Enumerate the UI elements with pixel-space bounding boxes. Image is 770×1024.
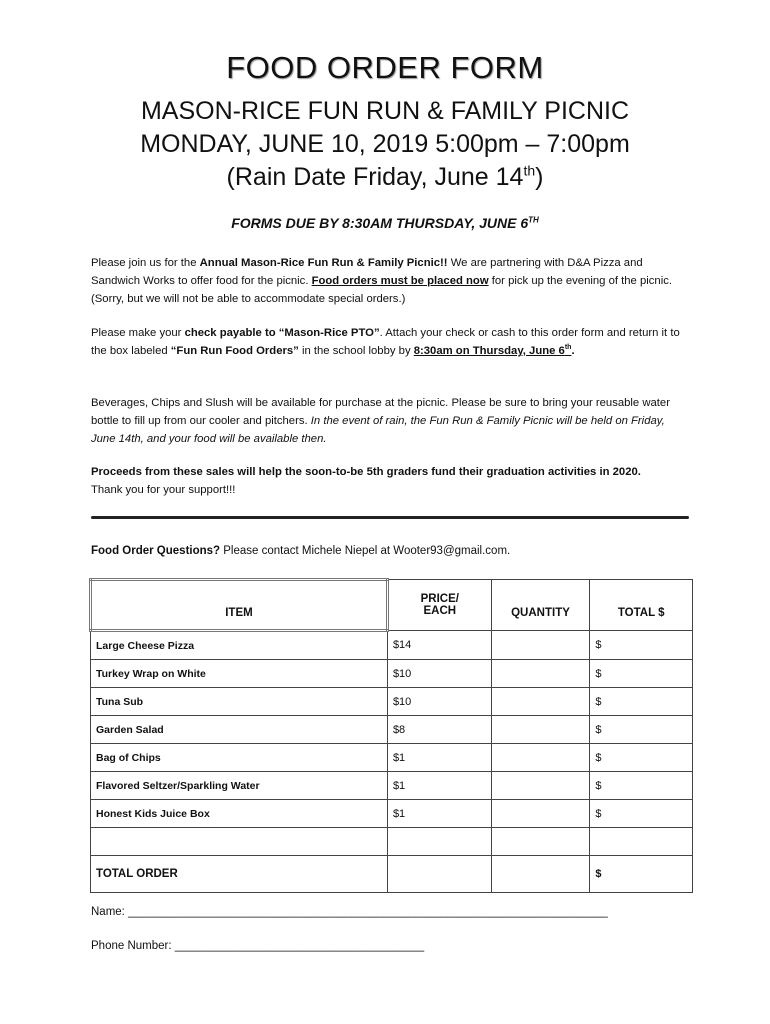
table-row-blank — [91, 828, 693, 856]
row-price: $8 — [387, 716, 491, 744]
questions-text: Please contact Michele Niepel at Wooter93@gmail.com. — [220, 545, 511, 557]
total-quantity-cell — [491, 856, 590, 893]
row-total[interactable]: $ — [590, 688, 693, 716]
beverages-paragraph — [91, 394, 691, 448]
row-item: Large Cheese Pizza — [91, 631, 388, 660]
p2-text-d: “Fun Run Food Orders” — [170, 345, 299, 357]
table-row — [91, 660, 693, 688]
row-price: $1 — [387, 800, 491, 828]
row-item: Garden Salad — [91, 716, 388, 744]
rain-date-sup: th — [523, 162, 536, 179]
row-total[interactable]: $ — [590, 660, 693, 688]
rain-date — [0, 163, 770, 192]
header-quantity-label: QUANTITY — [511, 607, 570, 619]
p3-text-b: In the event of rain, the Fun Run & Family Picnic will be held on Friday, June 14th, and your food will be available then. — [91, 415, 665, 445]
total-price-cell — [387, 856, 491, 893]
p3-text-a: Beverages, Chips and Slush will be available for purchase at the picnic. Please be sure to bring your reusable water bottle to fill up from our cooler and pitchers. — [91, 397, 670, 427]
table-row — [91, 688, 693, 716]
event-name: MASON-RICE FUN RUN & FAMILY PICNIC — [140, 97, 629, 125]
form-title: FOOD ORDER FORM — [226, 50, 544, 85]
p1-text-b: Annual Mason-Rice Fun Run & Family Picnic!! — [199, 257, 448, 269]
table-row — [91, 631, 693, 660]
payment-paragraph — [91, 324, 691, 360]
phone-blank[interactable]: _______________________________________ — [174, 940, 425, 952]
row-total[interactable]: $ — [590, 744, 693, 772]
due-date-sup: TH — [528, 215, 539, 225]
row-item: Flavored Seltzer/Sparkling Water — [91, 772, 388, 800]
p4-text-b: Thank you for your support!!! — [91, 484, 236, 496]
table-row — [91, 716, 693, 744]
table-header-row — [91, 580, 693, 631]
row-total[interactable]: $ — [590, 800, 693, 828]
p4-text-a: Proceeds from these sales will help the soon-to-be 5th graders fund their graduation activities in 2020. — [91, 466, 641, 478]
row-total[interactable]: $ — [590, 716, 693, 744]
p1-text-e: for pick up the evening of the picnic. (Sorry, but we will not be able to accommodate special orders.) — [91, 275, 672, 305]
phone-field[interactable] — [91, 940, 424, 952]
header-total — [590, 580, 693, 631]
row-quantity[interactable] — [491, 688, 590, 716]
row-quantity[interactable] — [491, 800, 590, 828]
header-item — [91, 580, 388, 631]
table-row — [91, 772, 693, 800]
questions-line — [91, 545, 510, 557]
p1-text-c: We are partnering with D&A Pizza and Sandwich Works to offer food for the picnic. — [91, 257, 643, 287]
event-date: MONDAY, JUNE 10, 2019 5:00pm – 7:00pm — [140, 130, 630, 158]
p2-text-f-sup: th — [564, 344, 572, 352]
row-price: $10 — [387, 688, 491, 716]
total-order-amount[interactable]: $ — [590, 856, 693, 893]
p2-deadline — [413, 344, 575, 357]
row-quantity[interactable] — [491, 631, 590, 660]
row-price: $10 — [387, 660, 491, 688]
questions-label: Food Order Questions? — [91, 545, 221, 557]
blank-price[interactable] — [387, 828, 491, 856]
rain-date-text: (Rain Date Friday, June 14 — [226, 163, 524, 191]
row-price: $1 — [387, 744, 491, 772]
header-price-line2: EACH — [423, 605, 457, 617]
total-order-row — [91, 856, 693, 893]
row-price: $14 — [387, 631, 491, 660]
blank-item[interactable] — [91, 828, 388, 856]
header-price-line1: PRICE/ — [420, 593, 459, 605]
blank-quantity[interactable] — [491, 828, 590, 856]
divider-rule — [91, 516, 689, 519]
order-table — [89, 578, 693, 893]
p2-text-f: 8:30am on Thursday, June 6 — [413, 345, 565, 357]
proceeds-paragraph — [91, 463, 691, 499]
due-date-text: FORMS DUE BY 8:30AM THURSDAY, JUNE 6 — [231, 215, 529, 231]
due-date — [0, 215, 770, 231]
row-price: $1 — [387, 772, 491, 800]
header-item-label: ITEM — [225, 607, 253, 619]
name-label: Name: — [91, 906, 125, 918]
p2-text-a: Please make your — [91, 327, 185, 339]
row-quantity[interactable] — [491, 772, 590, 800]
p2-text-b: check payable to “Mason-Rice PTO” — [184, 327, 380, 339]
rain-date-close: ) — [535, 163, 544, 191]
p2-text-c: . Attach your check or cash to this order form and return it to the box labeled — [91, 327, 680, 357]
row-item: Bag of Chips — [91, 744, 388, 772]
phone-label: Phone Number: — [91, 940, 172, 952]
intro-paragraph — [91, 254, 691, 308]
p1-text-d: Food orders must be placed now — [311, 275, 489, 287]
row-item: Tuna Sub — [91, 688, 388, 716]
header-price — [387, 580, 491, 631]
header-total-label: TOTAL $ — [617, 607, 665, 619]
row-item: Honest Kids Juice Box — [91, 800, 388, 828]
name-field[interactable] — [91, 906, 608, 918]
total-order-label: TOTAL ORDER — [91, 856, 388, 893]
row-quantity[interactable] — [491, 716, 590, 744]
blank-total[interactable] — [590, 828, 693, 856]
p2-text-g: . — [571, 345, 575, 357]
table-row — [91, 744, 693, 772]
header-quantity — [491, 580, 590, 631]
name-blank[interactable]: ___________________________________________________________________________ — [128, 906, 608, 918]
row-item: Turkey Wrap on White — [91, 660, 388, 688]
p1-text-a: Please join us for the — [91, 257, 200, 269]
row-quantity[interactable] — [491, 660, 590, 688]
row-total[interactable]: $ — [590, 631, 693, 660]
p2-text-e: in the school lobby by — [298, 345, 414, 357]
row-quantity[interactable] — [491, 744, 590, 772]
row-total[interactable]: $ — [590, 772, 693, 800]
table-row — [91, 800, 693, 828]
